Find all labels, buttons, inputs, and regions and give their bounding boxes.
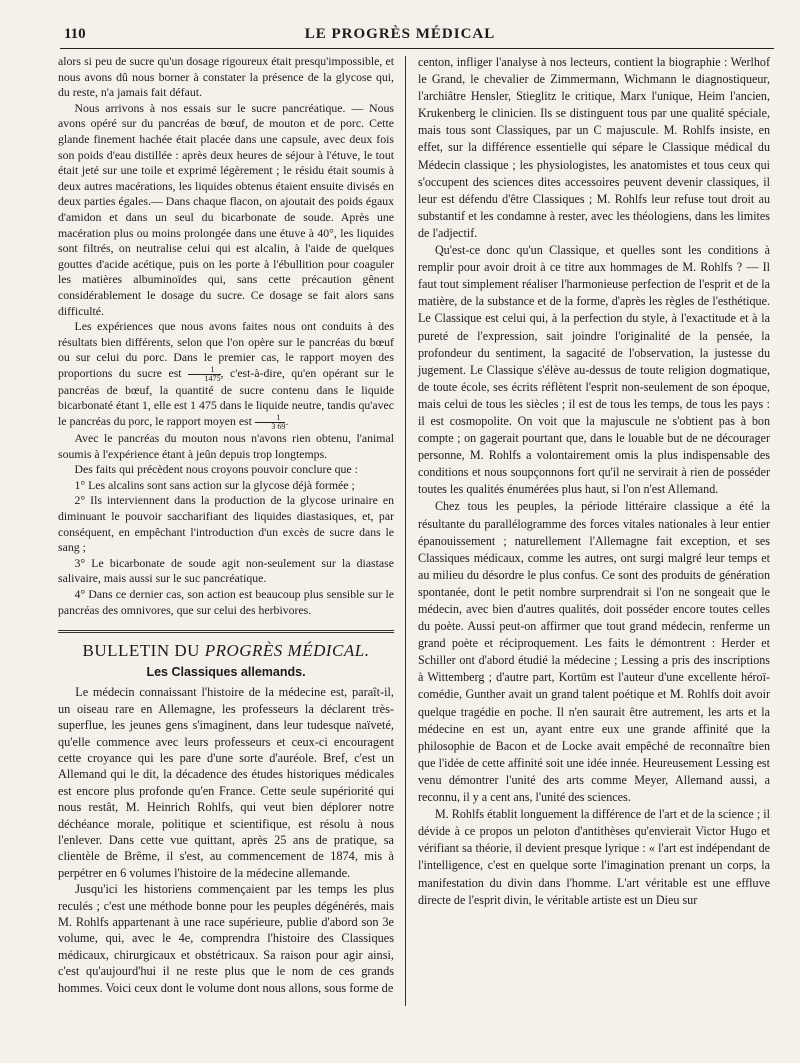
right-column xyxy=(418,54,770,909)
paragraph: Le médecin connaissant l'histoire de la médecine est, paraît-il, un oiseau rare en Allemagne, les professeurs la déclarent très-superflue, les jeunes gens s'imaginent, dans leur tudesque naïveté, qu'elle commence avec leurs professeurs et ceux-ci encouragent cette croyance qui les pare d'une sorte d'auréole. Bref, c'est un Allemand qui le dit, la décadence des études historiques médicales est encore plus profonde qu'en France. Cette seule supériorité qui nous restât, M. Heinrich Rohlfs, qui veut bien déplorer notre déchéance morale, politique et scientifique, est résolu à nous l'enlever. Dans cette vue quittant, après 25 ans de pratique, sa clientèle de Brême, il s'est, au commencement de 1874, mis à perpétrer en 6 volumes l'histoire de la médecine allemande. xyxy=(58,685,394,880)
paragraph: Jusqu'ici les historiens commençaient par les temps les plus reculés ; c'est une méthode bonne pour les peuples dégénérés, mais M. Rohlfs appartenant à une race supérieure, publie d'abord son 3e volume, qui, avec le 4e, comprendra l'histoire des Classiques médicaux, chirurgicaux et obstétricaux. Sa raison pour agir ainsi, c'est qu'aujourd'hui il ne reste plus que le nom de ces grands hommes. Voici ceux dont le volume dont nous allons, sous forme de xyxy=(58,882,394,995)
paragraph: Avec le pancréas du mouton nous n'avons rien obtenu, l'animal soumis à l'expérience étant à jeûn depuis trop longtemps. xyxy=(58,431,394,461)
conclusion-item: 4° Dans ce dernier cas, son action est beaucoup plus sensible sur le pancréas des omnivores, que sur celui des herbivores. xyxy=(58,587,394,617)
header-rule xyxy=(60,48,774,49)
journal-title: LE PROGRÈS MÉDICAL xyxy=(304,26,496,42)
ratio-text: , c'est-à-dire, qu'en opérant sur le pancréas de bœuf, la quantité de sucre contenu dans le liquide bicarbonaté étant 1, elle est 1 475 dans le liquide neutre, tandis qu'avec le pancréas du porc, le rapport moyen est xyxy=(58,366,394,429)
page-number: 110 xyxy=(64,26,86,42)
paragraph: Qu'est-ce donc qu'un Classique, et quelles sont les conditions à remplir pour avoir droit à ce titre aux hommages de M. Rohlfs ? — Il faut tout simplement réaliser l'harmonieuse perfection de l'esprit et de la matière, de la substance et de la forme, d'après les règles de l'esthétique. Le Classique est celui qui, à la perfection du style, à l'exactitude et à la pureté de l'expression, sait joindre l'originalité de la pensée, la profondeur du sentiment, la sagacité de l'observation, la justesse du jugement. Le Classique s'élève au-dessus de toute religion dogmatique, de toute école, ses écrits réflètent l'esprit non-seulement de son époque, mais celui de tous les siècles ; il est de tous les temps, de tous les pays : il est cosmopolite. On voit que la majuscule ne s'obtient pas à bon compte ; on gagerait pourtant que, dans le louable but de ne décourager personne, M. Rohlfs a volontairement omis la plus indispensable des conditions et nous soupçonnons fort qu'il ne servirait à rien de posséder toutes les qualités énumérées plus haut, si l'on n'est Allemand. xyxy=(418,243,770,497)
paragraph: centon, infliger l'analyse à nos lecteurs, contient la biographie : Werlhof le Grand, le chevalier de Zimmermann, Wichmann le diagnostiqueur, l'archiâtre Hensler, Stieglitz le critique, Marx l'unique, Heim l'ancien, Krukenberg le clinicien. Ils se distinguent tous par une qualité spéciale, mais tous sont Classiques, par un C majuscule. M. Rohlfs insiste, en effet, sur la différence essentielle qui sépare le Classique médical du Médecin classique ; les physiologistes, les anatomistes et tous ceux qui s'occupent des sciences dites accessoires peuvent devenir classiques, il leur est défendu d'être Classiques ; M. Rohlfs leur refuse tout droit au substantif et les condamne à rester, avec les théologiens, dans les limites de l'adjectif. xyxy=(418,55,770,240)
conclusion-item: 3° Le bicarbonate de soude agit non-seulement sur la diastase salivaire, mais aussi sur le suc pancréatique. xyxy=(58,555,394,586)
fraction-porcine xyxy=(255,413,289,432)
fraction-denominator: 3 69 xyxy=(271,422,286,432)
fraction-denominator: 1475 xyxy=(204,373,221,383)
section-separator xyxy=(58,630,394,633)
bulletin-title-italic: PROGRÈS MÉDICAL. xyxy=(204,641,370,661)
conclusion-item: 1° Les alcalins sont sans action sur la glycose déjà formée ; xyxy=(74,477,355,492)
conclusion-item: 2° Ils interviennent dans la production de la glycose urinaire en diminuant le pouvoir saccharifiant des liquides diastasiques, et, par conséquent, en empêchant l'introduction d'un excès de sucre dans le sang ; xyxy=(58,493,394,555)
ratio-text: . xyxy=(285,414,289,429)
bulletin-body xyxy=(58,684,394,996)
fraction-bovine xyxy=(188,366,221,383)
paragraph: Nous arrivons à nos essais sur le sucre pancréatique. — Nous avons opéré sur du pancréas de bœuf, de mouton et de porc. Cette glande finement hachée était placée dans une capsule, avec deux fois son poids d'eau distillée : après deux heures de séjour à l'étuve, le tout était jeté sur une toile et exprimé légèrement ; le résidu était soumis à deux autres macérations, les liquides obtenus étaient ensuite divisés en deux parties égales.— Dans chaque flacon, on ajoutait des poids égaux d'amidon et dans un seul du bicarbonate de soude. Après une macération plus ou moins prolongée dans une étuve à 40°, les liquides sont filtrés, on neutralise celui qui est alcalin, à l'aide de quelques gouttes d'acide acétique, puis on les porte à l'ébullition pour coaguler les matières albuminoïdes qui, sans cette précaution gênent considérablement le dosage du sucre. Ce dosage se fait alors sans difficulté. xyxy=(58,100,394,318)
fraction-numerator: 1 xyxy=(188,366,221,375)
paragraph: alors si peu de sucre qu'un dosage rigoureux était presqu'impossible, et nous avons dû nous borner à constater la présence de la glycose qui, du reste, n'a jamais fait défaut. xyxy=(58,54,394,100)
left-column xyxy=(58,54,394,996)
paragraph: Des faits qui précèdent nous croyons pouvoir conclure que : xyxy=(74,462,358,477)
paragraph-ratios xyxy=(58,319,394,431)
page-header xyxy=(0,20,800,48)
paragraph: Chez tous les peuples, la période littéraire classique a été la résultante du parallélogramme des forces vitales nationales à leur entier épanouissement ; naturellement l'Allemagne fait exception, et ses Classiques médicaux, comme les autres, ont surgi malgré leur temps et au milieu du désordre le plus confus. Ce sont des produits de génération spontanée, dont le petit nombre surprendrait si l'on ne songeait que le médecin, avec bien d'autres qualités, doit posséder encore toutes celles du poète. Aussi peut-on affirmer que tout grand médecin, renferme un grand poète et réciproquement. Les faits le démontrent : Herder et Schiller ont d'abord étudié la médecine ; Lessing a pris des inscriptions à Wittemberg ; d'autre part, Kortüm est l'auteur d'une excellente héroï-comédie, Gunther avait un grand talent poétique et M. Rohlfs doit avoir quelque tragédie en poche. Il n'en saurait être autrement, les arts et la médecine en est un, ayant entre eux une grande affinité que la philosophie de Bacon et de Locke avait empêché de reconnaître bien que l'idée de cette affinité soit une idée innée. Heureusement Lessing est venu démontrer l'unité des arts comme Meyer, Allemand aussi, a reconnu, il y a cent ans, l'unité des sciences. xyxy=(418,499,770,805)
column-divider xyxy=(405,56,406,1006)
bulletin-title: BULLETIN DU xyxy=(82,641,200,661)
paragraph: M. Rohlfs établit longuement la différence de l'art et de la science ; il dévide à ce propos un peloton d'antithèses qu'envierait Victor Hugo et vérifiant sa théorie, il devient presque lyrique : « l'art est indépendant de l'intelligence, c'est en quelque sorte l'imagination prenant un corps, la manifestation du divin dans l'homme. L'art véritable est une effluve directe de l'esprit divin, le véritable artiste est un Dieu sur xyxy=(418,807,770,907)
fraction-numerator: 1 xyxy=(255,414,286,423)
bulletin-subtitle: Les Classiques allemands. xyxy=(146,664,306,679)
ratio-text: Les expériences que nous avons faites nous ont conduits à des résultats bien différents, selon que l'on opère sur le pancréas du bœuf ou sur celui du porc. Dans le premier cas, le rapport moyen des proportions du sucre est xyxy=(58,319,394,381)
bulletin-heading xyxy=(58,643,394,659)
